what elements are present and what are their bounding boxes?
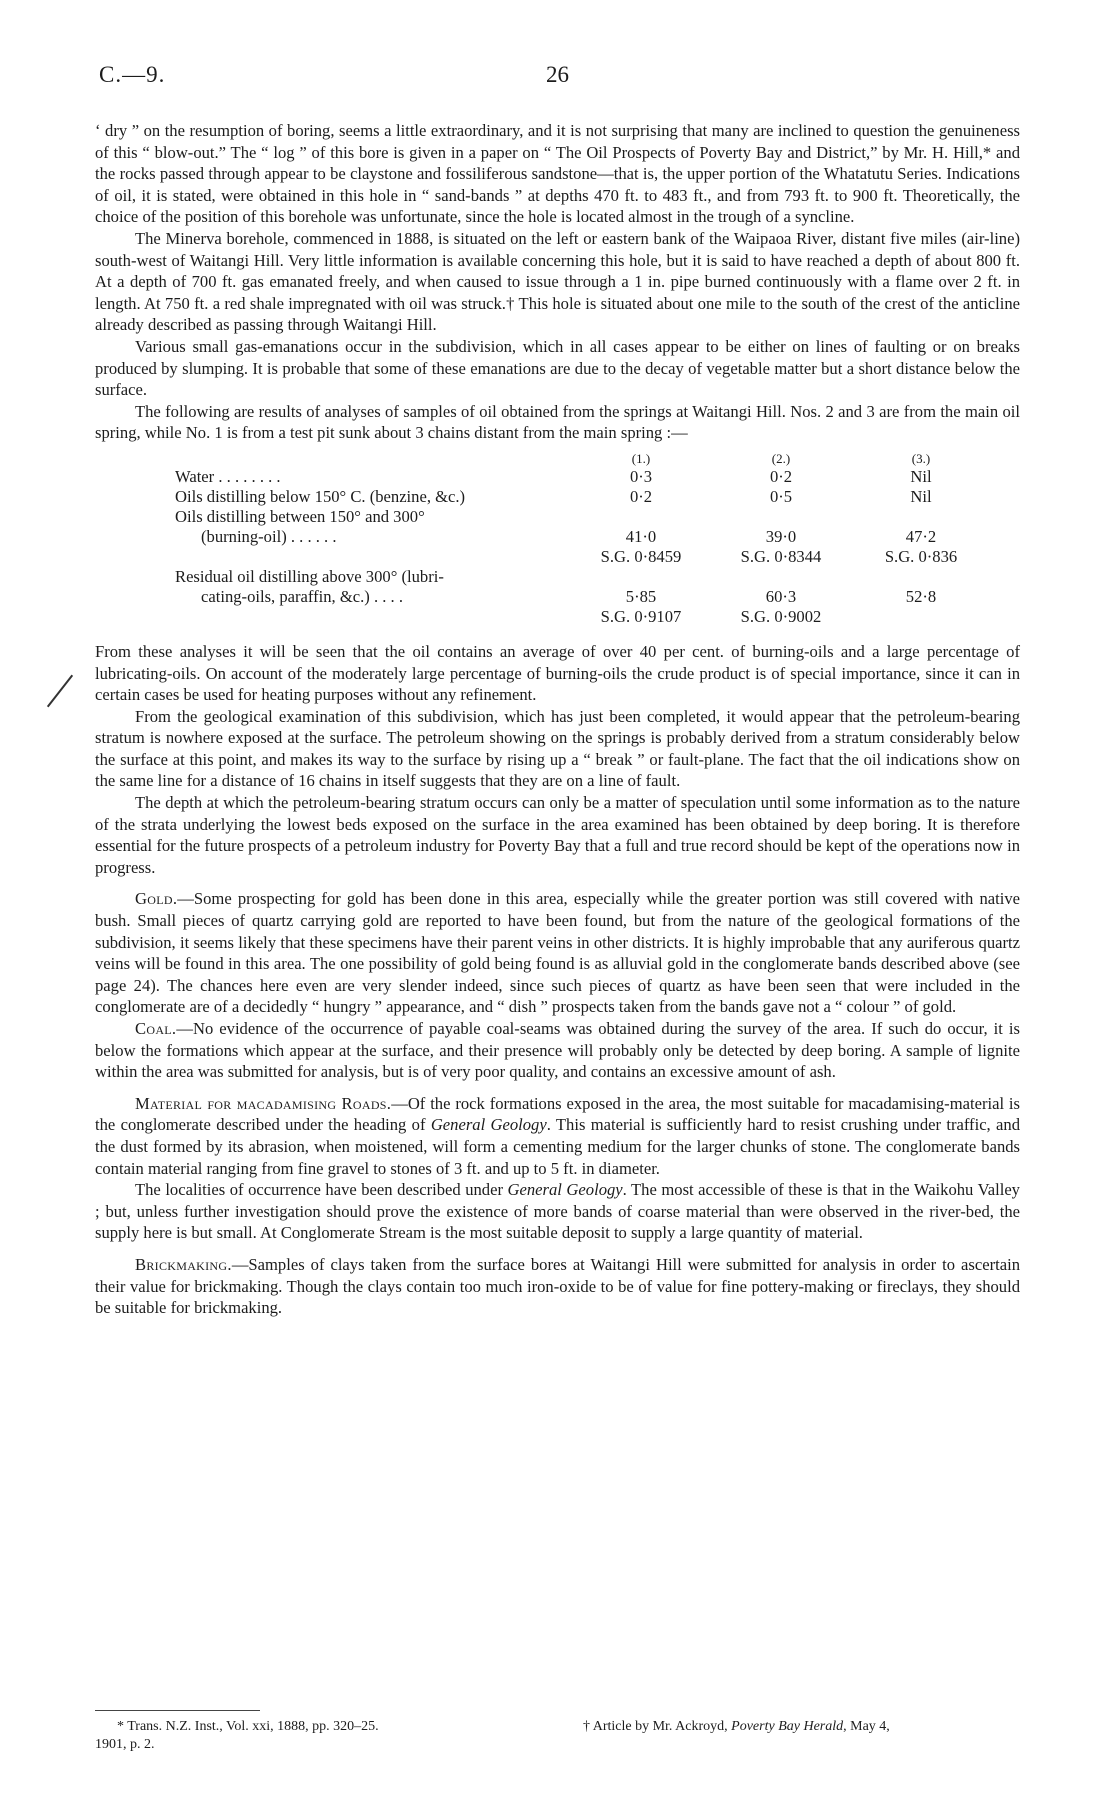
table-cell [711,507,851,527]
row-label: cating-oils, paraffin, &c.) [201,586,370,606]
footnote-text: , May 4, [843,1719,890,1734]
section-text: —No evidence of the occurrence of payable coal-seams was obtained during the survey of the area. If such do occur, it is below the formations which appear at the surface, and their presence will probably only be detected by deep boring. A sample of lignite within the area was submitted for analysis, but is of very poor quality, and contains an excessive amount of ash. [95,1019,1020,1082]
row-label [175,547,571,567]
section-brickmaking [95,1254,1020,1319]
column-header: (3.) [911,450,931,466]
dot-leader: . . . . . . [286,526,337,546]
table-cell [851,607,991,627]
section-heading: Coal. [135,1019,177,1038]
table-row [175,607,991,627]
row-label: Oils distilling between 150° and 300° [175,506,425,526]
table-cell: S.G. 0·8344 [740,546,822,566]
row-label: Oils distilling below 150° C. (benzine, &c.) [175,486,466,506]
table-cell: 41·0 [625,526,657,546]
table-cell: 0·2 [629,486,653,506]
footnote-text: † Article by Mr. Ackroyd, [583,1719,732,1734]
section-text: The localities of occurrence have been described under [135,1180,508,1200]
paragraph: From these analyses it will be seen that the oil contains an average of over 40 per cent. of burning-oils and a large percentage of lubricating-oils. On account of the moderately large percentage of burning-oils the crude product is of special importance, since it can in certain cases be used for heating purposes without any refinement. [95,641,1020,705]
table-cell: 0·2 [769,466,793,486]
paragraph: The depth at which the petroleum-bearing stratum occurs can only be a matter of speculation until some information as to the nature of the strata underlying the lowest beds exposed on the surface in the area examined has been obtained by deep boring. It is therefore essential for the future prospects of a petroleum industry for Poverty Bay that a full and true record should be kept of the operations now in progress. [95,793,1020,877]
table-cell: 0·3 [629,466,653,486]
table-cell [571,567,711,587]
table-cell: Nil [910,466,932,486]
row-label: Residual oil distilling above 300° (lubri- [175,566,444,586]
paragraph: From the geological examination of this subdivision, which has just been completed, it would appear that the petroleum-bearing stratum is nowhere exposed at the surface. The petroleum showing on the springs is probably derived from a stratum considerably below the surface at this point, and makes its way to the surface by rising up a “ break ” or fault-plane. The fact that the oil indications show on the same line for a distance of 16 chains in itself suggests that they are on a line of fault. [95,706,1020,791]
page-header [95,62,1020,102]
table-cell: S.G. 0·9107 [600,606,682,626]
document-page [95,0,1020,1799]
row-label: Water [175,466,215,486]
section-macadamising [95,1093,1020,1179]
section-heading: Material for macadamising Roads. [135,1093,392,1113]
table-cell: 52·8 [905,586,937,606]
table-cell: 60·3 [765,586,797,606]
section-text: . This material is sufficiently hard to resist crushing under traffic, and the dust formed by its abrasion, when moistened, will form a cementing medium for the larger chunks of stone. The conglomerate bands contain material ranging from fine gravel to stones of 3 ft. and up to 5 ft. in diameter. [95,1115,1020,1178]
section-heading: Brickmaking. [135,1254,232,1274]
footnote-2 [583,1718,1020,1736]
section-coal [95,1018,1020,1083]
section-gold [95,888,1020,1018]
document-reference: C.—9. [99,62,166,87]
footnote-text-italic: Poverty Bay Herald [731,1719,844,1734]
paragraph: ‘ dry ” on the resumption of boring, seems a little extraordinary, and it is not surprising that many are inclined to question the genuineness of this “ blow-out.” The “ log ” of this bore is given in a paper on “ The Oil Prospects of Poverty Bay and District,” by Mr. H. Hill,* and the rocks passed through appear to be claystone and fossiliferous sandstone—that is, the upper portion of the Whatatutu Series. Indications of oil, it is stated, were obtained in this hole in “ sand-bands ” at depths 470 ft. to 483 ft., and from 793 ft. to 900 ft. Theoretically, the choice of the position of this borehole was unfortunate, since the hole is located almost in the trough of a syncline. [95,121,1020,227]
table-row [175,467,991,487]
table-cell: 5·85 [625,586,657,606]
table-header-row [175,447,991,467]
table-cell: S.G. 0·9002 [740,606,822,626]
row-label [175,607,571,627]
footnote-1 [95,1718,535,1754]
paragraph: The following are results of analyses of samples of oil obtained from the springs at Waitangi Hill. Nos. 2 and 3 are from the main oil spring, while No. 1 is from a test pit sunk about 3 chains distant from the main spring :— [95,401,1020,443]
section-text: —Samples of clays taken from the surface bores at Waitangi Hill were submitted for analysis in order to ascertain their value for brickmaking. Though the clays contain too much iron-oxide to be of value for fine pottery-making or fireclays, they should be suitable for brickmaking. [95,1254,1020,1318]
paragraph: Various small gas-emanations occur in the subdivision, which in all cases appear to be either on lines of faulting or on breaks produced by slumping. It is probable that some of these emanations are due to the decay of vegetable matter but a short distance below the surface. [95,336,1020,400]
table-row [175,487,991,507]
section-text: . The most accessible of these is that in the Waikohu Valley ; but, unless further investigation should prove the existence of more bands of coarse material than were observed in the river-bed, the supply here is but small. At Conglomerate Stream is the most suitable deposit to supply a large quantity of material. [95,1180,1020,1243]
footnote-line: 1901, p. 2. [95,1737,155,1752]
section-heading: Gold. [135,889,178,909]
table-cell: Nil [910,486,932,506]
table-cell: 47·2 [905,526,937,546]
table-cell [571,507,711,527]
margin-pencil-mark [47,675,73,708]
page-body [95,120,1020,1319]
dot-leader: . . . . . . . . [214,466,281,486]
table-cell [851,507,991,527]
dot-leader: . . . . [369,586,403,606]
table-row [175,587,991,607]
table-cell [711,567,851,587]
section-text: —Of the rock formations exposed in the area, the most suitable for macadamising-material is the conglomerate described under the heading of [95,1093,1020,1135]
footnote-line: * Trans. N.Z. Inst., Vol. xxi, 1888, pp. 320–25. [117,1719,379,1734]
column-header: (1.) [631,450,651,466]
table-row [175,507,991,527]
table-cell: 39·0 [765,526,797,546]
row-label: (burning-oil) [201,526,287,546]
table-cell: 0·5 [769,486,793,506]
column-header: (2.) [771,450,791,466]
table-cell: S.G. 0·836 [884,546,958,566]
section-text-italic: General Geology [507,1180,623,1200]
table-row [175,567,991,587]
table-cell [851,567,991,587]
section-text: —Some prospecting for gold has been done in this area, especially while the greater portion was still covered with native bush. Small pieces of quartz carrying gold are reported to have been found, but from the nature of the geological formations of the subdivision, it seems likely that these specimens have their parent veins in other districts. It is highly improbable that any auriferous quartz veins will be found in this area. The one possibility of gold being found is as alluvial gold in the conglomerate bands described above (see page 24). The chances here even are very slender indeed, since such pieces of quartz as have been seen that were included in the conglomerate are of a decidedly “ hungry ” appearance, and “ dish ” prospects taken from the bands gave not a “ colour ” of gold. [95,889,1020,1017]
footnote-rule [95,1710,260,1711]
section-text-italic: General Geology [430,1115,547,1135]
table-row [175,547,991,567]
table-row [175,527,991,547]
paragraph [95,1179,1020,1244]
paragraph: The Minerva borehole, commenced in 1888, is situated on the left or eastern bank of the Waipaoa River, distant five miles (air-line) south-west of Waitangi Hill. Very little information is available concerning this hole, but it is said to have reached a depth of about 800 ft. At a depth of 700 ft. gas emanated freely, and when caused to issue through a 1 in. pipe burned continuously with a flame over 2 ft. in length. At 750 ft. a red shale impregnated with oil was struck.† This hole is situated about one mile to the south of the crest of the anticline already described as passing through Waitangi Hill. [95,228,1020,335]
oil-analysis-table [175,447,991,627]
table-cell: S.G. 0·8459 [600,546,682,566]
page-number: 26 [546,62,569,87]
